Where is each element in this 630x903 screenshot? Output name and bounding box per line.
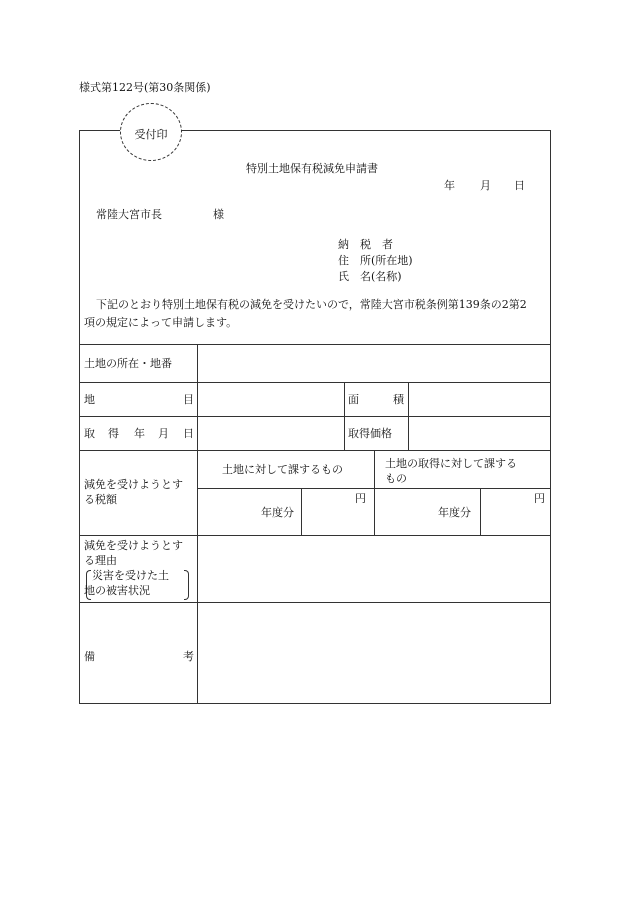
reason-sub-line1: 災害を受けた土 (92, 569, 169, 582)
land-location-field[interactable] (200, 347, 548, 380)
land-tax-yen-label: 円 (355, 492, 366, 505)
land-tax-fiscal-year-label: 年度分 (261, 506, 294, 519)
acquisition-date-field[interactable] (200, 419, 342, 448)
form-number: 様式第122号(第30条関係) (79, 81, 211, 94)
reception-stamp-label: 受付印 (134, 128, 168, 141)
acquisition-tax-header-line1: 土地の取得に対して課する (385, 457, 517, 470)
acquisition-tax-yen-label: 円 (534, 492, 545, 505)
reason-sub-line2: 地の被害状況 (84, 584, 150, 597)
addressee-name: 常陸大宮市長 (96, 208, 162, 221)
reduction-amount-label-line2: る税額 (84, 493, 117, 506)
reception-stamp-circle (120, 103, 182, 161)
area-label-2: 積 (393, 393, 404, 406)
acquisition-date-label-4: 月 (158, 427, 169, 440)
form-title: 特別土地保有税減免申請書 (246, 162, 378, 175)
date-month-label: 月 (480, 179, 491, 192)
land-category-label-1: 地 (84, 393, 95, 406)
date-year-label: 年 (444, 179, 455, 192)
body-text-line1: 下記のとおり特別土地保有税の減免を受けたいので，常陸大宮市税条例第139条の2第2 (96, 298, 527, 311)
applicant-address-label: 住 所(所在地) (338, 254, 413, 267)
remarks-label-2: 考 (183, 650, 194, 663)
acquisition-price-field[interactable] (411, 419, 548, 448)
acquisition-date-label-3: 年 (134, 427, 145, 440)
area-label-1: 面 (348, 393, 359, 406)
reason-label-line1: 減免を受けようとす (84, 539, 183, 552)
application-form-frame (79, 130, 551, 704)
land-category-field[interactable] (200, 385, 342, 414)
acquisition-price-label: 取得価格 (348, 427, 392, 440)
acquisition-date-label-1: 取 (84, 427, 95, 440)
body-text-line2: 項の規定によって申請します。 (84, 316, 238, 329)
remarks-label-1: 備 (84, 650, 95, 663)
applicant-name-label: 氏 名(名称) (338, 270, 402, 283)
taxpayer-label: 納 税 者 (338, 238, 393, 251)
acquisition-date-label-5: 日 (183, 427, 194, 440)
reduction-amount-label-line1: 減免を受けようとす (84, 478, 183, 491)
remarks-field[interactable] (200, 605, 548, 701)
land-category-label-2: 目 (183, 393, 194, 406)
date-day-label: 日 (514, 179, 525, 192)
reason-field[interactable] (200, 538, 548, 600)
area-field[interactable] (411, 385, 548, 414)
acquisition-date-label-2: 得 (108, 427, 119, 440)
land-location-label: 土地の所在・地番 (84, 357, 172, 370)
acquisition-tax-amount-field[interactable] (483, 491, 549, 533)
addressee-suffix: 様 (213, 208, 224, 221)
acquisition-tax-header-line2: もの (385, 472, 407, 485)
reason-label-line2: る理由 (84, 554, 117, 567)
land-tax-header: 土地に対して課するもの (222, 463, 343, 476)
land-tax-amount-field[interactable] (304, 491, 372, 533)
acquisition-tax-fiscal-year-label: 年度分 (438, 506, 471, 519)
